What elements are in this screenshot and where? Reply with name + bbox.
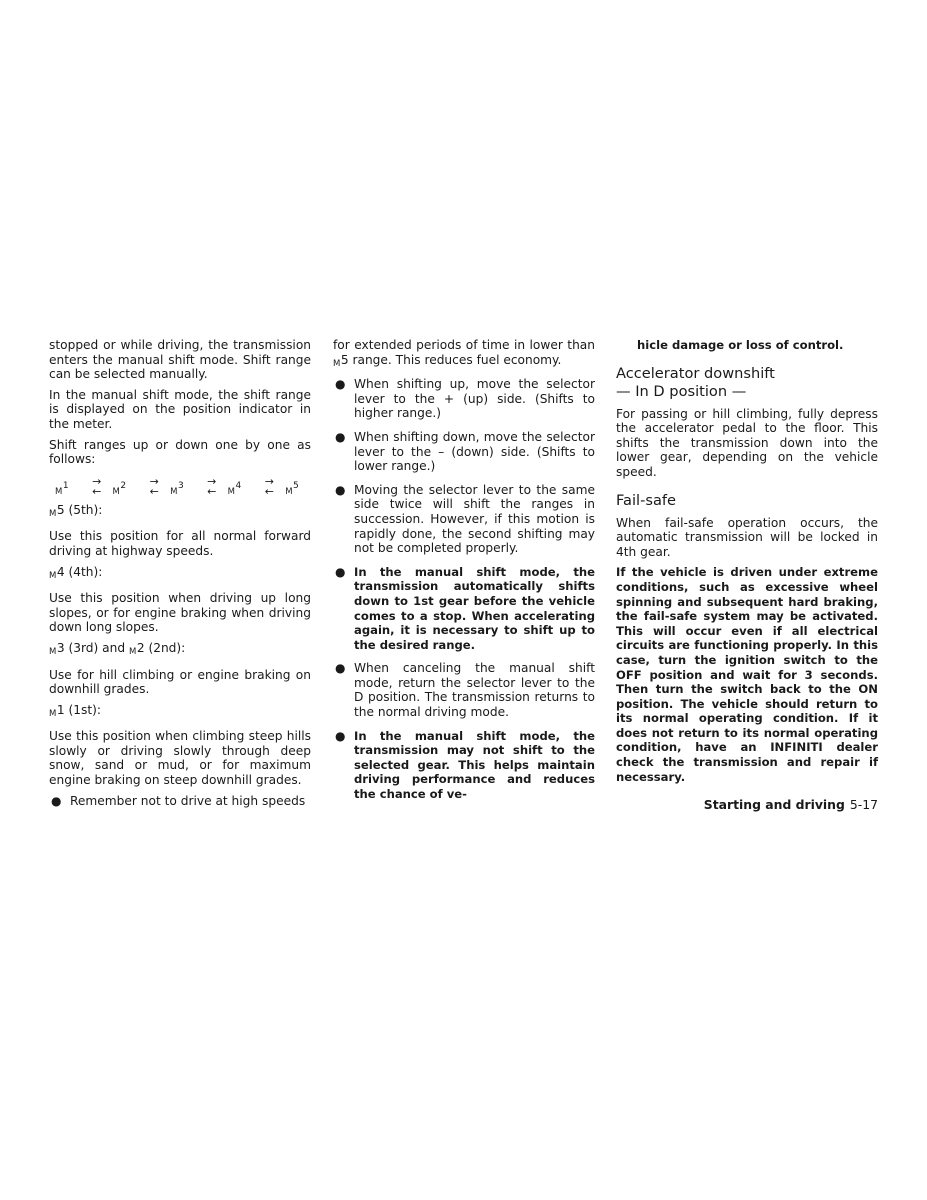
heading-accelerator-downshift: Accelerator downshift — In D position — xyxy=(616,364,775,400)
paragraph: Use this position when driving up long slopes, or for engine braking when driving down long slopes. xyxy=(49,591,311,635)
page-number: 5-17 xyxy=(849,797,878,812)
paragraph: For passing or hill climbing, fully depress the accelerator pedal to the floor. This shifts the transmission down into the lower gear, depending on the vehicle speed. xyxy=(616,406,878,479)
bullet-icon: ● xyxy=(335,377,346,392)
paragraph: Shift ranges up or down one by one as follows: xyxy=(49,437,311,467)
bullet-icon: ● xyxy=(335,429,346,444)
gear-m5: $_M^5$ xyxy=(285,480,299,497)
column-1 xyxy=(49,338,311,817)
label-m4: $_M$4 (4th): xyxy=(49,564,103,581)
arrow-pair: → ← xyxy=(264,474,274,498)
gear-m1: $_M^1$ xyxy=(55,480,69,497)
paragraph: Use this position when climbing steep hills slowly or driving slowly through deep snow, sand or mud, or for maximum engine braking on steep downhill grades. xyxy=(49,729,311,788)
section-title: Starting and driving xyxy=(703,797,845,812)
paragraph: In the manual shift mode, the shift range is displayed on the position indicator in the meter. xyxy=(49,387,311,431)
paragraph: Use for hill climbing or engine braking on downhill grades. xyxy=(49,667,311,697)
page-footer xyxy=(704,797,878,812)
gear-m3: $_M^3$ xyxy=(170,480,184,497)
bullet-icon: ● xyxy=(51,793,62,808)
bullet-item: ● When shifting up, move the selector lever to the + (up) side. (Shifts to higher range.) xyxy=(335,377,595,421)
paragraph: When fail-safe operation occurs, the automatic transmission will be locked in 4th gear. xyxy=(616,515,878,559)
paragraph: for extended periods of time in lower than $_M$5 range. This reduces fuel economy. xyxy=(333,338,595,369)
arrow-pair: → ← xyxy=(149,474,159,498)
continued-warning: hicle damage or loss of control. xyxy=(637,338,844,352)
gear-m2: $_M^2$ xyxy=(112,480,127,497)
bullet-icon: ● xyxy=(335,564,346,579)
column-3 xyxy=(616,338,878,790)
column-2 xyxy=(333,338,595,811)
heading-fail-safe: Fail-safe xyxy=(616,491,677,509)
bullet-icon: ● xyxy=(335,728,346,743)
paragraph: Use this position for all normal forward driving at highway speeds. xyxy=(49,529,311,558)
warning-paragraph: If the vehicle is driven under extreme conditions, such as excessive wheel spinning and subsequent hard braking, the fail-safe system may be activated. This will occur even if all electrical circuits are functioning properly. In this case, turn the ignition switch to the OFF position and wait for 3 seconds. Then turn the switch back to the ON position. The vehicle should return to its normal operating condition. If it does not return to its normal operating condition, have an INFINITI dealer check the transmission and repair if necessary. xyxy=(616,565,878,784)
shift-sequence xyxy=(55,473,311,497)
bullet-item-warning: ● In the manual shift mode, the transmission may not shift to the selected gear. This helps maintain driving performance and reduces the chance of ve- xyxy=(335,728,595,802)
bullet-item: ● When shifting down, move the selector lever to the – (down) side. (Shifts to lower range.) xyxy=(335,429,595,474)
label-m5: $_M$5 (5th): xyxy=(49,502,103,519)
bullet-icon: ● xyxy=(335,661,346,676)
arrow-pair: → ← xyxy=(92,474,102,498)
arrow-pair: → ← xyxy=(207,474,217,498)
bullet-item: ● Moving the selector lever to the same side twice will shift the ranges in succession. However, if this motion is rapidly done, the second shifting may not be completed properly. xyxy=(335,482,595,556)
gear-m4: $_M^4$ xyxy=(227,480,242,497)
bullet-item: ● When canceling the manual shift mode, return the selector lever to the D position. The transmission returns to the normal driving mode. xyxy=(335,661,595,720)
paragraph: stopped or while driving, the transmission enters the manual shift mode. Shift range can be selected manually. xyxy=(49,338,311,382)
bullet-item-warning: ● In the manual shift mode, the transmission automatically shifts down to 1st gear before the vehicle comes to a stop. When accelerating again, it is necessary to shift up to the desired range. xyxy=(335,564,595,652)
bullet-item: ● Remember not to drive at high speeds xyxy=(51,793,306,808)
label-m3-m2: $_M$3 (3rd) and $_M$2 (2nd): xyxy=(49,640,186,657)
label-m1: $_M$1 (1st): xyxy=(49,702,101,719)
bullet-icon: ● xyxy=(335,482,346,497)
